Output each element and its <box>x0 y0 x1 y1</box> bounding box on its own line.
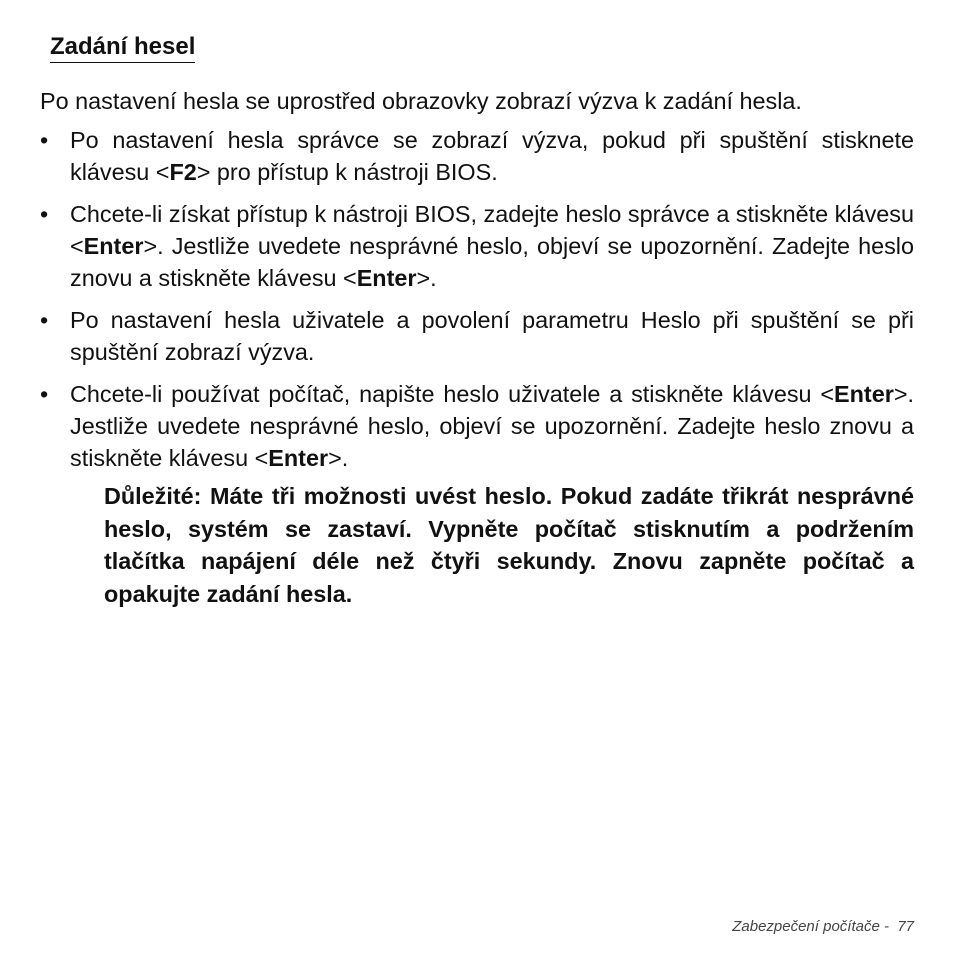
bullet-text-segment: >. <box>416 265 437 291</box>
key-name: Enter <box>268 445 329 471</box>
bullet-text-segment: Chcete-li získat přístup k nástroji BIOS, zadejte heslo správce a stiskněte klávesu < <box>70 201 914 259</box>
bullet-text-segment: >. Jestliže uvedete nesprávné heslo, objeví se upozornění. Zadejte heslo znovu a stiskněte klávesu < <box>70 233 914 291</box>
bullet-icon: • <box>40 307 49 333</box>
key-name: Enter <box>83 233 144 259</box>
bullet-text-segment: Po nastavení hesla uživatele a povolení parametru Heslo při spuštění se při spuštění zobrazí výzva. <box>70 307 914 365</box>
bullet-item <box>40 304 914 368</box>
bullet-text <box>70 201 914 291</box>
key-name: F2 <box>169 159 197 185</box>
bullet-text-segment: >. Jestliže uvedete nesprávné heslo, objeví se upozornění. Zadejte heslo znovu a stiskněte klávesu < <box>70 381 914 471</box>
bullet-icon: • <box>40 201 49 227</box>
key-name: Enter <box>834 381 894 407</box>
bullet-text-segment: > pro přístup k nástroji BIOS. <box>196 159 498 185</box>
bullet-text <box>70 381 914 471</box>
key-name: Enter <box>356 265 417 291</box>
bullet-item <box>40 378 914 474</box>
bullet-item <box>40 124 914 188</box>
page-footer: Zabezpečení počítače - 77 <box>732 918 914 935</box>
bullet-list <box>40 124 914 484</box>
bullet-icon: • <box>40 127 49 153</box>
important-note: Důležité: Máte tři možnosti uvést heslo. Pokud zadáte třikrát nesprávné heslo, systém se zastaví. Vypněte počítač stisknutím a podržením tlačítka napájení déle než čtyři sekundy. Znovu zapněte počítač a opakujte zadání hesla. <box>104 483 914 607</box>
bullet-text <box>70 307 914 365</box>
bullet-text-segment: >. <box>328 445 349 471</box>
bullet-text <box>70 127 914 185</box>
page-title: Zadání hesel <box>50 32 195 63</box>
bullet-item <box>40 198 914 294</box>
bullet-icon: • <box>40 381 49 407</box>
intro-paragraph: Po nastavení hesla se uprostřed obrazovky zobrazí výzva k zadání hesla. <box>40 88 802 114</box>
bullet-text-segment: Po nastavení hesla správce se zobrazí výzva, pokud při spuštění stisknete klávesu < <box>70 127 914 185</box>
bullet-text-segment: Chcete-li používat počítač, napište heslo uživatele a stiskněte klávesu < <box>70 381 835 407</box>
